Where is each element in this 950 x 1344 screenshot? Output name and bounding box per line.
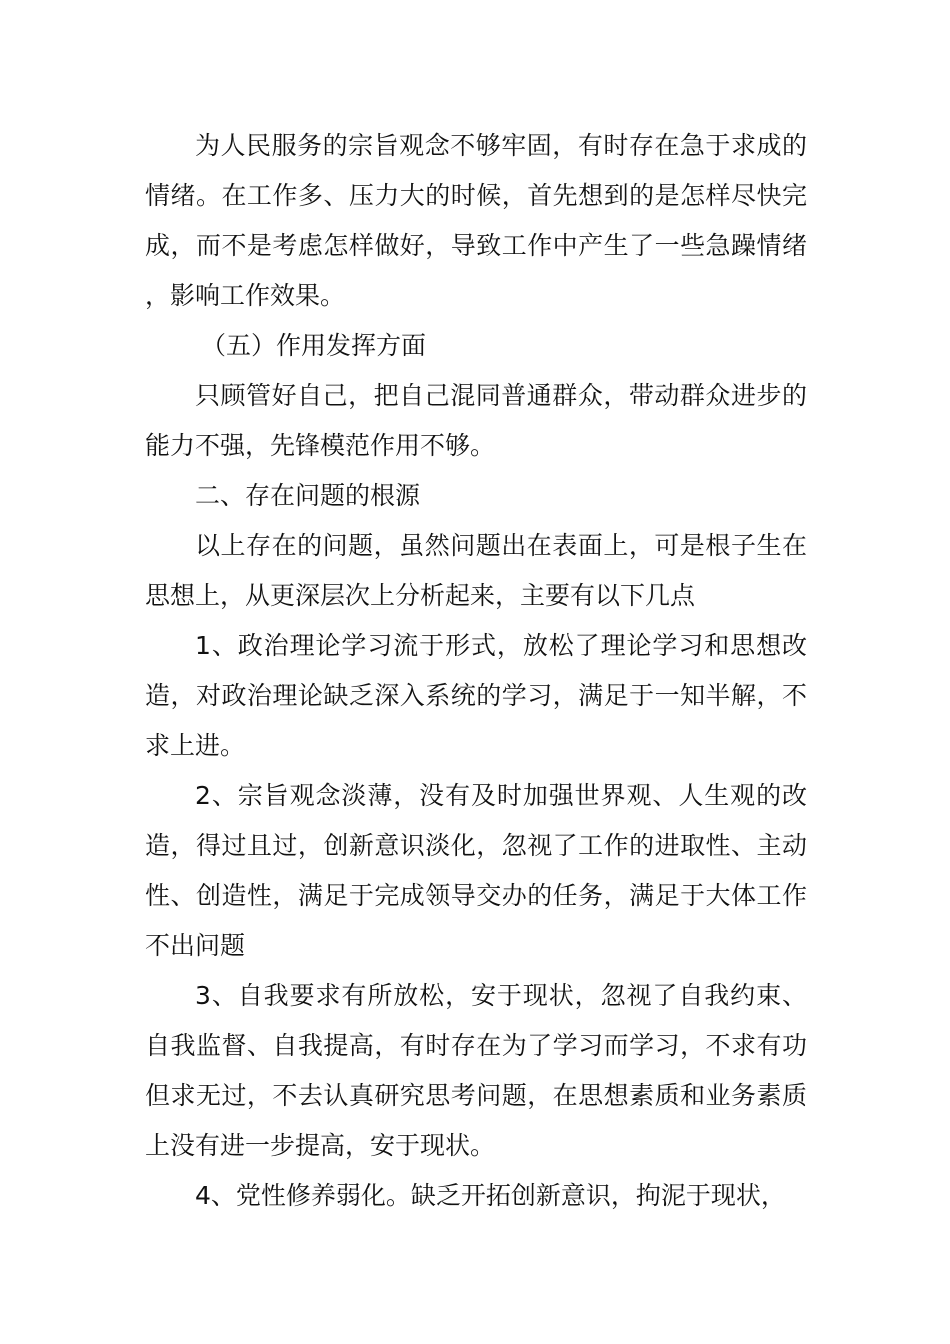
list-item-2: 2、宗旨观念淡薄，没有及时加强世界观、人生观的改造，得过且过，创新意识淡化，忽视了工作的进取性、主动性、创造性，满足于完成领导交办的任务，满足于大体工作不出问题 (145, 781, 807, 960)
list-item-1: 1、政治理论学习流于形式，放松了理论学习和思想改造，对政治理论缺乏深入系统的学习，满足于一知半解，不求上进。 (145, 631, 807, 760)
list-item-4: 4、党性修养弱化。缺乏开拓创新意识，拘泥于现状， (195, 1181, 786, 1210)
document-body (145, 121, 807, 1221)
section-heading-root-causes: 二、存在问题的根源 (195, 481, 421, 510)
paragraph-root-causes-intro: 以上存在的问题，虽然问题出在表面上，可是根子生在思想上，从更深层次上分析起来，主要有以下几点 (145, 531, 807, 610)
list-item-3: 3、自我要求有所放松，安于现状，忽视了自我约束、自我监督、自我提高，有时存在为了学习而学习，不求有功但求无过，不去认真研究思考问题，在思想素质和业务素质上没有进一步提高，安于现状。 (145, 981, 807, 1160)
paragraph-role: 只顾管好自己，把自己混同普通群众，带动群众进步的能力不强，先锋模范作用不够。 (145, 381, 807, 460)
section-heading-role: （五）作用发挥方面 (201, 331, 427, 360)
paragraph-service-concept: 为人民服务的宗旨观念不够牢固，有时存在急于求成的情绪。在工作多、压力大的时候，首先想到的是怎样尽快完成，而不是考虑怎样做好，导致工作中产生了一些急躁情绪，影响工作效果。 (145, 131, 807, 310)
